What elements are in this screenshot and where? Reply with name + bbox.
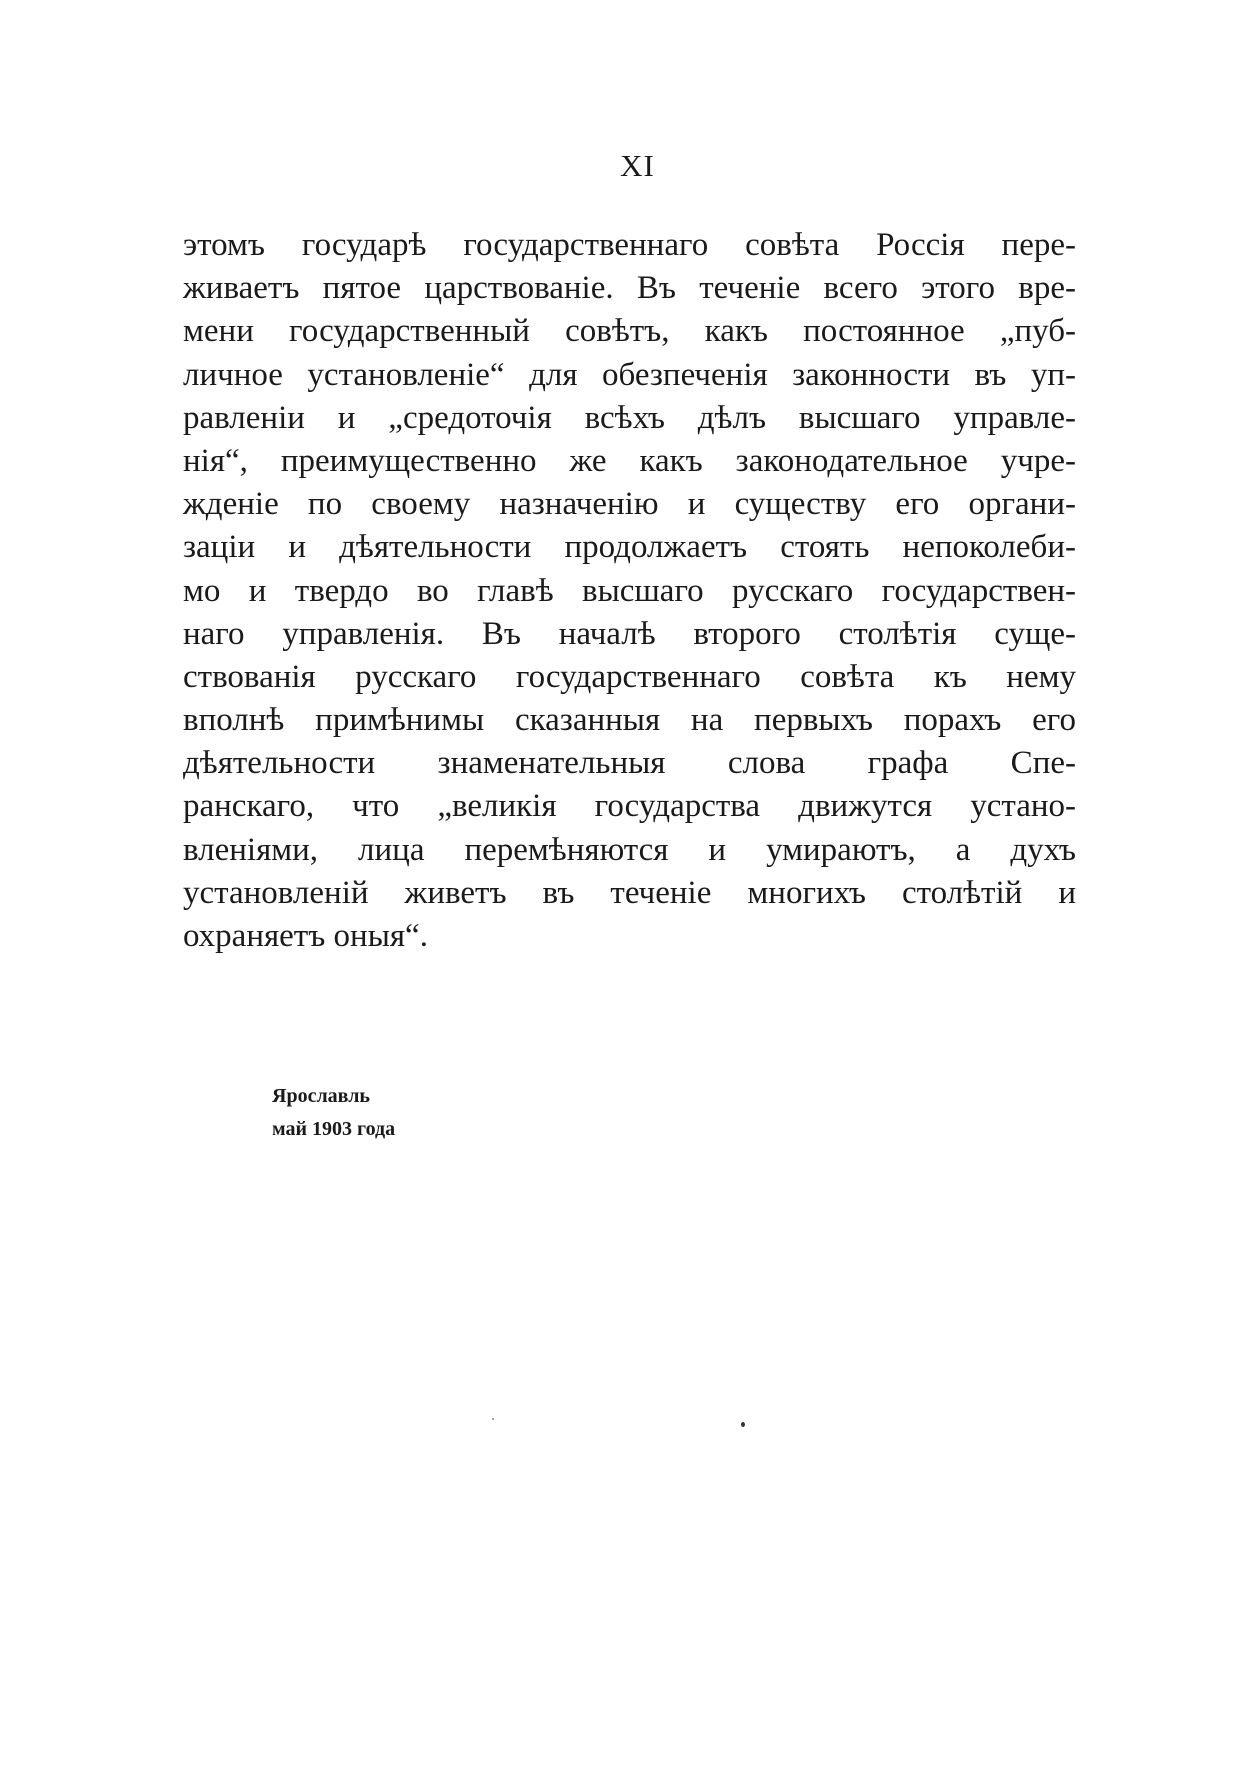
text-line: охраняетъ оныя“. xyxy=(183,918,428,954)
scan-speck xyxy=(492,1418,494,1420)
body-paragraph xyxy=(183,224,1076,958)
text-line: дѣятельности знаменательныя слова графа Спе- xyxy=(183,745,1076,782)
text-line: нія“, преимущественно же какъ законодательное учре- xyxy=(183,442,1076,479)
signature-block xyxy=(272,1080,395,1146)
text-line: вполнѣ примѣнимы сказанныя на первыхъ порахъ его xyxy=(183,702,1076,739)
text-line: вленіями, лица перемѣняются и умираютъ, а духъ xyxy=(183,831,1076,868)
text-line: наго управленія. Въ началѣ второго столѣтія суще- xyxy=(183,615,1076,652)
signature-date: май 1903 года xyxy=(272,1118,396,1140)
page-number: XI xyxy=(620,148,655,183)
text-line: мо и твердо во главѣ высшаго русскаго государствен- xyxy=(183,572,1076,609)
text-line: равленіи и „средоточія всѣхъ дѣлъ высшаго управле- xyxy=(183,399,1076,436)
text-line: этомъ государѣ государственнаго совѣта Россія пере- xyxy=(183,227,1076,263)
text-line: жденіе по своему назначенію и существу его органи- xyxy=(183,486,1076,523)
text-line: установленій живетъ въ теченіе многихъ столѣтій и xyxy=(183,874,1076,911)
signature-place: Ярославль xyxy=(272,1085,370,1107)
text-line: заціи и дѣятельности продолжаетъ стоять непоколеби- xyxy=(183,529,1076,566)
text-line: мени государственный совѣтъ, какъ постоянное „пуб- xyxy=(183,313,1076,350)
text-line: личное установленіе“ для обезпеченія законности въ уп- xyxy=(183,356,1076,393)
text-line: ствованія русскаго государственнаго совѣта къ нему xyxy=(183,658,1076,695)
scan-speck xyxy=(741,1422,745,1427)
text-line: живаетъ пятое царствованіе. Въ теченіе всего этого вре- xyxy=(183,270,1076,307)
text-line: ранскаго, что „великія государства движутся устано- xyxy=(183,788,1076,825)
